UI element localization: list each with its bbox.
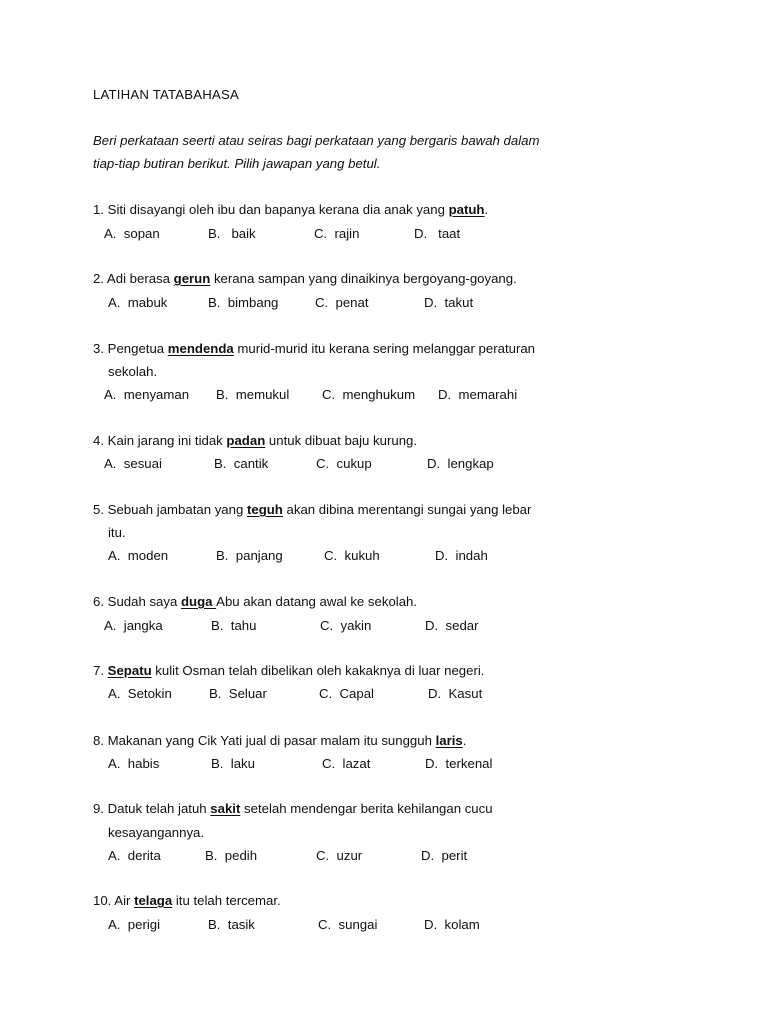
question-text-segment: Abu akan datang awal ke sekolah. bbox=[216, 594, 418, 609]
answer-option-d[interactable]: D. indah bbox=[435, 548, 488, 563]
question-text-segment: 4. Kain jarang ini tidak bbox=[93, 433, 227, 448]
answer-option-a[interactable]: A. mabuk bbox=[108, 295, 168, 310]
question-text bbox=[93, 202, 488, 217]
answer-option-d[interactable]: D. perit bbox=[421, 848, 468, 863]
underlined-keyword: padan bbox=[226, 433, 266, 448]
answer-option-c[interactable]: C. kukuh bbox=[324, 548, 380, 563]
answer-option-c[interactable]: C. uzur bbox=[316, 848, 363, 863]
question-text-segment: itu. bbox=[108, 525, 126, 540]
answer-option-a[interactable]: A. sopan bbox=[104, 226, 160, 241]
answer-option-b[interactable]: B. cantik bbox=[214, 456, 269, 471]
answer-option-a[interactable]: A. Setokin bbox=[108, 686, 172, 701]
question-text-segment: kesayangannya. bbox=[108, 825, 205, 840]
answer-option-c[interactable]: C. sungai bbox=[318, 917, 378, 932]
question-text-segment: 3. Pengetua bbox=[93, 341, 168, 356]
question-text-continuation bbox=[108, 364, 157, 379]
question-text-segment: itu telah tercemar. bbox=[172, 893, 281, 908]
answer-option-d[interactable]: D. takut bbox=[424, 295, 474, 310]
question-text-segment: 7. bbox=[93, 663, 108, 678]
answer-option-b[interactable]: B. tahu bbox=[211, 618, 257, 633]
question-text bbox=[93, 341, 535, 356]
answer-option-b[interactable]: B. laku bbox=[211, 756, 255, 771]
question-text-segment: setelah mendengar berita kehilangan cucu bbox=[240, 801, 493, 816]
answer-option-d[interactable]: D. Kasut bbox=[428, 686, 483, 701]
question-text-segment: 8. Makanan yang Cik Yati jual di pasar malam itu sungguh bbox=[93, 733, 436, 748]
answer-option-b[interactable]: B. memukul bbox=[216, 387, 290, 402]
question-text bbox=[93, 433, 417, 448]
question-text bbox=[93, 271, 517, 286]
question-text-segment: kerana sampan yang dinaikinya bergoyang-goyang. bbox=[210, 271, 517, 286]
question-text-segment: kulit Osman telah dibelikan oleh kakaknya di luar negeri. bbox=[151, 663, 485, 678]
answer-option-d[interactable]: D. kolam bbox=[424, 917, 480, 932]
question-text bbox=[93, 801, 493, 816]
question-text bbox=[93, 502, 531, 517]
question-text-continuation bbox=[108, 525, 126, 540]
answer-option-b[interactable]: B. bimbang bbox=[208, 295, 279, 310]
underlined-keyword: teguh bbox=[246, 502, 283, 517]
question-text-segment: sekolah. bbox=[108, 364, 158, 379]
answer-option-c[interactable]: C. penat bbox=[315, 295, 369, 310]
answer-option-c[interactable]: C. Capal bbox=[319, 686, 374, 701]
underlined-keyword: laris bbox=[435, 733, 463, 748]
worksheet-title: LATIHAN TATABAHASA bbox=[93, 87, 240, 102]
underlined-keyword: Sepatu bbox=[107, 663, 152, 678]
answer-option-d[interactable]: D. sedar bbox=[425, 618, 479, 633]
answer-option-c[interactable]: C. yakin bbox=[320, 618, 372, 633]
question-text-continuation bbox=[108, 825, 204, 840]
question-text-segment: 10. Air bbox=[93, 893, 135, 908]
answer-option-b[interactable]: B. Seluar bbox=[209, 686, 267, 701]
answer-option-d[interactable]: D. taat bbox=[414, 226, 461, 241]
answer-option-c[interactable]: C. menghukum bbox=[322, 387, 416, 402]
answer-option-a[interactable]: A. jangka bbox=[104, 618, 163, 633]
question-text-segment: murid-murid itu kerana sering melanggar peraturan bbox=[233, 341, 536, 356]
question-text-segment: akan dibina merentangi sungai yang lebar bbox=[282, 502, 532, 517]
underlined-keyword: duga bbox=[180, 594, 217, 609]
question-text-segment: 1. Siti disayangi oleh ibu dan bapanya kerana dia anak yang bbox=[93, 202, 449, 217]
answer-option-b[interactable]: B. panjang bbox=[216, 548, 283, 563]
question-text-segment: 6. Sudah saya bbox=[93, 594, 181, 609]
question-text bbox=[93, 594, 417, 609]
answer-option-a[interactable]: A. menyaman bbox=[104, 387, 190, 402]
answer-option-d[interactable]: D. lengkap bbox=[427, 456, 494, 471]
underlined-keyword: patuh bbox=[448, 202, 485, 217]
answer-option-c[interactable]: C. rajin bbox=[314, 226, 360, 241]
answer-option-a[interactable]: A. habis bbox=[108, 756, 160, 771]
question-text bbox=[93, 663, 484, 678]
answer-option-c[interactable]: C. cukup bbox=[316, 456, 372, 471]
answer-option-a[interactable]: A. derita bbox=[108, 848, 161, 863]
answer-option-b[interactable]: B. tasik bbox=[208, 917, 255, 932]
question-text-segment: . bbox=[462, 733, 467, 748]
underlined-keyword: mendenda bbox=[167, 341, 234, 356]
question-text-segment: 5. Sebuah jambatan yang bbox=[93, 502, 247, 517]
instruction-line-1: Beri perkataan seerti atau seiras bagi perkataan yang bergaris bawah dalam bbox=[93, 133, 540, 148]
question-text-segment: 2. Adi berasa bbox=[93, 271, 174, 286]
answer-option-d[interactable]: D. memarahi bbox=[438, 387, 518, 402]
question-text-segment: untuk dibuat baju kurung. bbox=[265, 433, 418, 448]
question-text bbox=[93, 893, 281, 908]
underlined-keyword: gerun bbox=[173, 271, 211, 286]
answer-option-a[interactable]: A. moden bbox=[108, 548, 169, 563]
question-text bbox=[93, 733, 466, 748]
answer-option-c[interactable]: C. lazat bbox=[322, 756, 371, 771]
answer-option-a[interactable]: A. sesuai bbox=[104, 456, 162, 471]
answer-option-b[interactable]: B. baik bbox=[208, 226, 256, 241]
answer-option-a[interactable]: A. perigi bbox=[108, 917, 161, 932]
question-text-segment: . bbox=[484, 202, 489, 217]
answer-option-b[interactable]: B. pedih bbox=[205, 848, 258, 863]
answer-option-d[interactable]: D. terkenal bbox=[425, 756, 493, 771]
instruction-line-2: tiap-tiap butiran berikut. Pilih jawapan yang betul. bbox=[93, 156, 381, 171]
underlined-keyword: sakit bbox=[210, 801, 241, 816]
underlined-keyword: telaga bbox=[134, 893, 173, 908]
question-text-segment: 9. Datuk telah jatuh bbox=[93, 801, 211, 816]
